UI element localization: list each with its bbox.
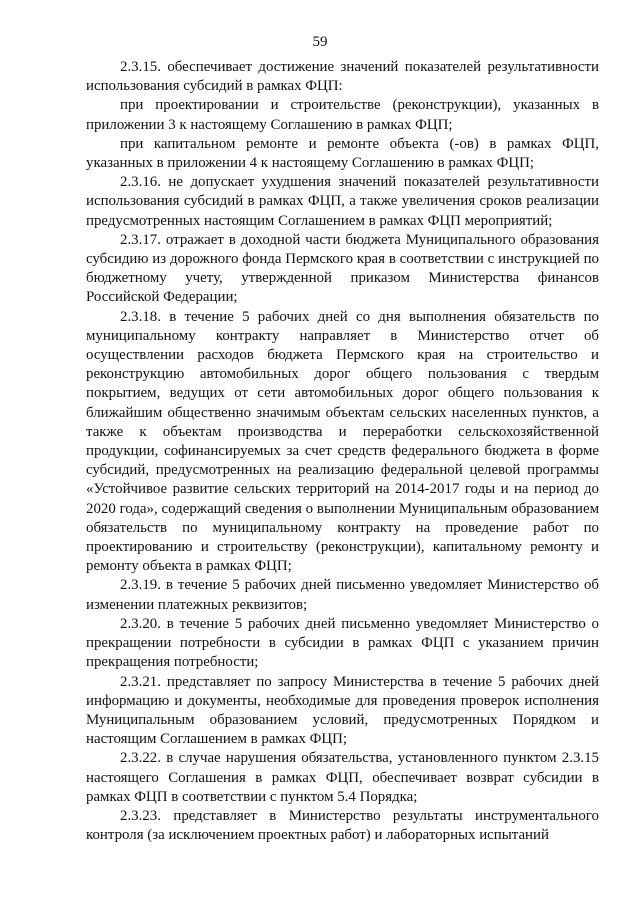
paragraph-2-3-16: 2.3.16. не допускает ухудшения значений показателей результативности использования субсидий в рамках ФЦП, а также увеличения сроков реализации предусмотренных настоящим Соглашением в рамках ФЦП мероприятий;	[86, 174, 599, 229]
paragraph-2-3-15: 2.3.15. обеспечивает достижение значений показателей результативности использования субсидий в рамках ФЦП:	[86, 59, 599, 95]
paragraph-2-3-19: 2.3.19. в течение 5 рабочих дней письменно уведомляет Министерство об изменении платежных реквизитов;	[86, 577, 599, 613]
page-number: 59	[312, 34, 328, 50]
paragraph-2-3-18: 2.3.18. в течение 5 рабочих дней со дня выполнения обязательств по муниципальному контракту направляет в Министерство отчет об осуществлении расходов бюджета Пермского края на строительство и реконструкцию автомобильных дорог общего пользования с твердым покрытием, ведущих от сети автомобильных дорог общего пользования к ближайшим общественно значимым объектам сельских населенных пунктов, а также к объектам производства и переработки сельскохозяйственной продукции, софинансируемых за счет средств федерального бюджета в форме субсидий, предусмотренных на реализацию федеральной целевой программы «Устойчивое развитие сельских территорий на 2014-2017 годы и на период до 2020 года», содержащий сведения о выполнении Муниципальным образованием обязательств по муниципальному контракту на проведение работ по проектированию и строительству (реконструкции), капитальному ремонту и ремонту объекта в рамках ФЦП;	[86, 308, 599, 575]
paragraph-2-3-20: 2.3.20. в течение 5 рабочих дней письменно уведомляет Министерство о прекращении потребности в субсидии в рамках ФЦП с указанием причин прекращения потребности;	[86, 615, 599, 671]
paragraph-2-3-23: 2.3.23. представляет в Министерство результаты инструментального контроля (за исключением проектных работ) и лабораторных испытаний	[86, 807, 599, 844]
document-body	[86, 58, 599, 845]
paragraph-2-3-15-repair: при капитальном ремонте и ремонте объекта (-ов) в рамках ФЦП, указанных в приложении 4 к настоящему Соглашению в рамках ФЦП;	[86, 135, 599, 172]
paragraph-2-3-21: 2.3.21. представляет по запросу Министерства в течение 5 рабочих дней информацию и документы, необходимые для проведения проверок исполнения Муниципальным образованием условий, предусмотренных Порядком и настоящим Соглашением в рамках ФЦП;	[86, 673, 599, 748]
paragraph-2-3-15-design: при проектировании и строительстве (реконструкции), указанных в приложении 3 к настоящему Соглашению в рамках ФЦП;	[86, 97, 599, 133]
paragraph-2-3-22: 2.3.22. в случае нарушения обязательства, установленного пунктом 2.3.15 настоящего Соглашения в рамках ФЦП, обеспечивает возврат субсидии в рамках ФЦП в соответствии с пунктом 5.4 Порядка;	[86, 750, 599, 805]
paragraph-2-3-17: 2.3.17. отражает в доходной части бюджета Муниципального образования субсидию из дорожного фонда Пермского края в соответствии с инструкцией по бюджетному учету, утвержденной приказом Министерства финансов Российской Федерации;	[86, 231, 599, 306]
